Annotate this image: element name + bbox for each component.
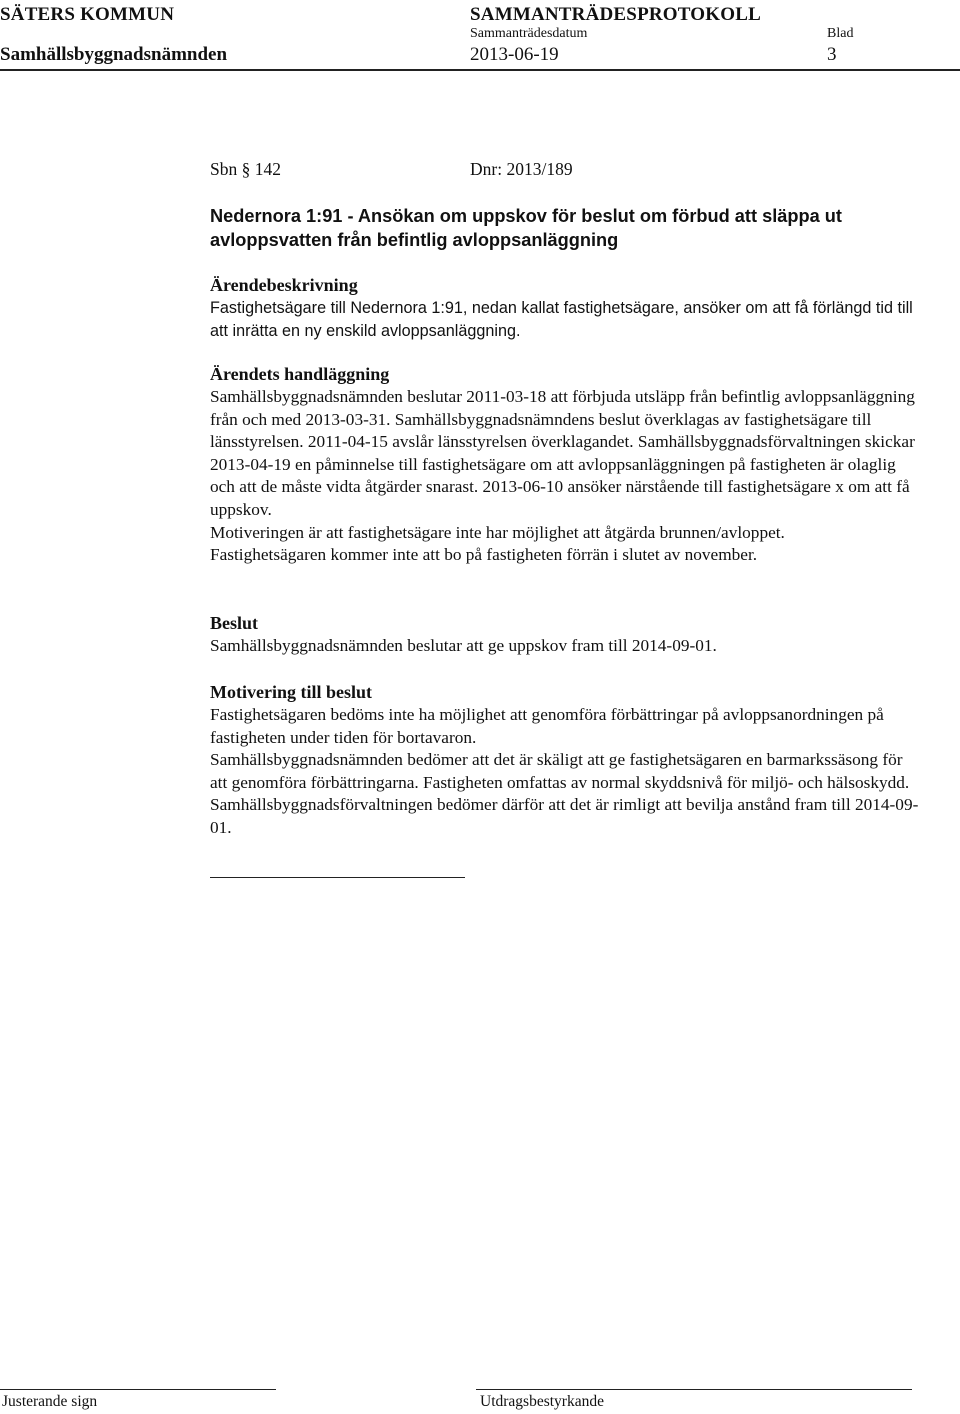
section-paragraph: Fastighetsägaren kommer inte att bo på fastigheten förrän i slutet av november. (210, 545, 758, 565)
date-label: Sammanträdesdatum (470, 26, 588, 41)
document-type: SAMMANTRÄDESPROTOKOLL (470, 4, 761, 25)
section-handling (210, 363, 920, 567)
page-label: Blad (827, 26, 854, 41)
ref-number: 142 (254, 159, 281, 179)
case-reference (210, 159, 281, 180)
committee-name: Samhällsbyggnadsnämnden (0, 44, 228, 65)
section-paragraph: Fastighetsägaren bedöms inte ha möjlighet att genomföra förbättringar på avloppsanordningen på fastigheten under tiden för bortavaron. (210, 705, 884, 747)
section-heading: Ärendebeskrivning (210, 275, 358, 295)
diary-number: Dnr: 2013/189 (470, 159, 573, 179)
footer-adjusting-sign: Justerande sign (2, 1393, 98, 1410)
section-motivation (210, 681, 920, 840)
section-decision (210, 612, 920, 658)
page-number: 3 (827, 44, 837, 65)
meeting-date: 2013-06-19 (470, 44, 559, 65)
organization-name: SÄTERS KOMMUN (0, 4, 175, 25)
section-paragraph: Motiveringen är att fastighetsägare inte har möjlighet att åtgärda brunnen/avloppet. (210, 522, 785, 542)
section-paragraph: Samhällsbyggnadsnämnden bedömer att det är skäligt att ge fastighetsägaren en barmarkssäsong för att genomföra förbättringarna. Fastigheten omfattas av normal skyddsnivå för miljö- och hälsoskydd. Samhällsbyggnadsförvaltningen bedömer därför att det är rimligt att bevilja anstånd fram till 2014-09-01. (210, 750, 919, 837)
section-paragraph: Samhällsbyggnadsnämnden beslutar 2011-03-18 att förbjuda utsläpp från befintlig avloppsanläggning från och med 2013-03-31. Samhällsbyggnadsnämndens beslut överklagas av fastighetsägare till länsstyrelsen. 2011-04-15 avslår länsstyrelsen överklagandet. Samhällsbyggnadsförvaltningen skickar 2013-04-19 en påminnelse till fastighetsägare om att avloppsanläggningen på fastigheten är olaglig och att de måste vidta åtgärder snarast. 2013-06-10 ansöker närstående till fastighetsägare x om att få uppskov. (210, 387, 915, 519)
header-divider (0, 69, 960, 71)
section-heading: Motivering till beslut (210, 682, 372, 702)
footer-certification: Utdragsbestyrkande (480, 1393, 604, 1410)
ref-prefix: Sbn (210, 159, 238, 179)
section-heading: Beslut (210, 613, 259, 633)
signature-line-right (476, 1389, 912, 1390)
section-description (210, 274, 920, 342)
end-of-section-rule (210, 877, 465, 878)
section-heading: Ärendets handläggning (210, 364, 390, 384)
signature-line-left (0, 1389, 276, 1390)
case-title: Nedernora 1:91 - Ansökan om uppskov för beslut om förbud att släppa ut avloppsvatten från befintlig avloppsanläggning (210, 206, 842, 250)
section-paragraph: Samhällsbyggnadsnämnden beslutar att ge uppskov fram till 2014-09-01. (210, 636, 717, 655)
section-sign-icon: § (241, 159, 251, 179)
section-paragraph: Fastighetsägare till Nedernora 1:91, nedan kallat fastighetsägare, ansöker om att få förlängd tid till att inrätta en ny enskild avloppsanläggning. (210, 299, 913, 340)
